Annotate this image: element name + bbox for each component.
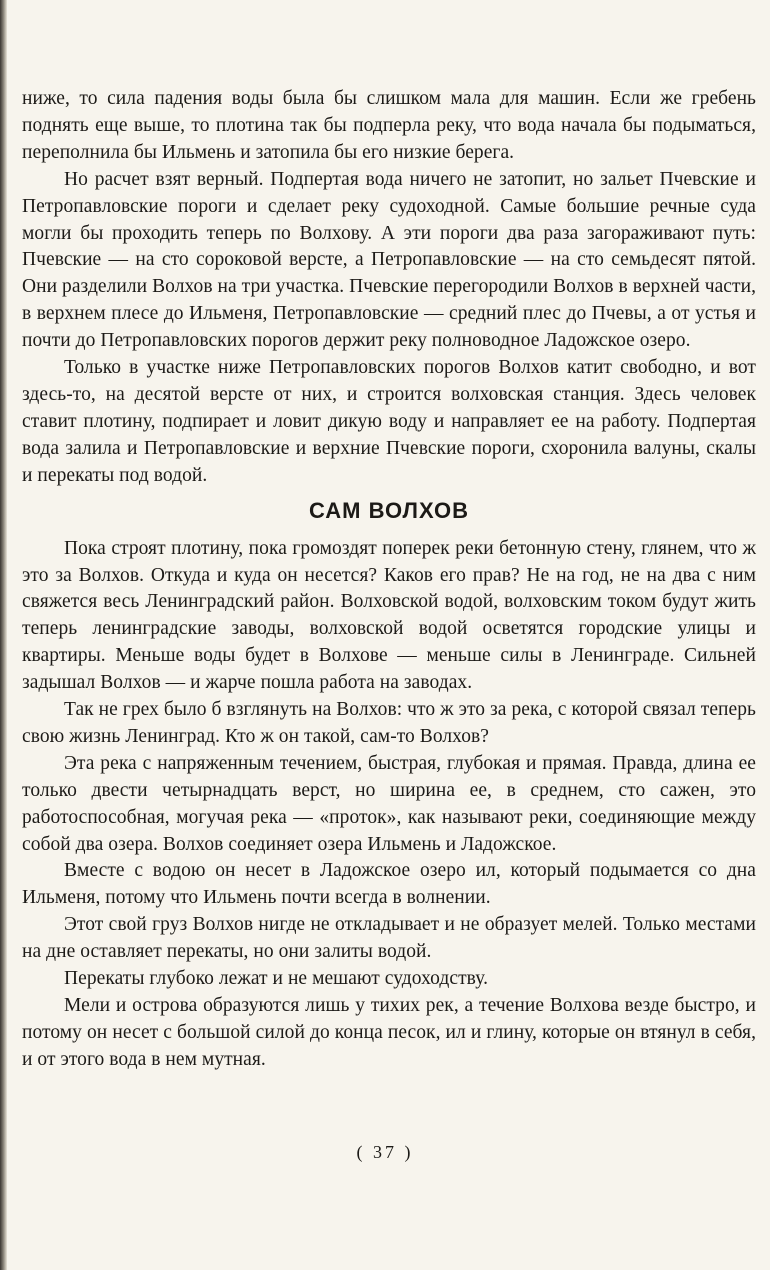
paragraph: ниже, то сила падения воды была бы слишком мала для машин. Если же гребень поднять еще выше, то плотина так бы подперла реку, что вода начала бы подыматься, переполнила бы Ильмень и затопила бы его низкие берега. [22,88,756,163]
paragraph: Мели и острова образуются лишь у тихих рек, а течение Волхова везде быстро, и потому он несет с большой силой до конца песок, ил и глину, которые он втянул в себя, и от этого вода в нем мутная. [22,995,756,1070]
paragraph: Пока строят плотину, пока громоздят поперек реки бетонную стену, глянем, что ж это за Волхов. Откуда и куда он несется? Каков его прав? Не на год, не на два с ним свяжется весь Ленинградский район. Волховской водой, волховским током будут жить теперь ленинградские заводы, волховской водой осветятся городские улицы и квартиры. Меньше воды будет в Волхове — меньше силы в Ленинграде. Сильней задышал Волхов — и жарче пошла работа на заводах. [22,537,756,694]
page-spine-edge [0,0,7,1270]
section-heading: САМ ВОЛХОВ [308,497,470,523]
section-after-heading [22,536,756,1074]
paragraph: Только в участке ниже Петропавловских порогов Волхов катит свободно, и вот здесь-то, на десятой версте от них, и строится волховская станция. Здесь человек ставит плотину, подпирает и ловит дикую воду и направляет ее на работу. Подпертая вода залила и Петропавловские и верхние Пчевские пороги, схоронила валуны, скалы и перекаты под водой. [22,357,756,486]
page-number: ( 37 ) [356,1142,414,1162]
paragraph: Эта река с напряженным течением, быстрая, глубокая и прямая. Правда, длина ее только двести четырнадцать верст, но ширина ее, в среднем, сто сажен, это работоспособная, могучая река — «проток», как называют реки, соединяющие между собой два озера. Волхов соединяет озера Ильмень и Ладожское. [22,752,756,855]
paragraph: Но расчет взят верный. Подпертая вода ничего не затопит, но зальет Пчевские и Петропавловские пороги и сделает реку судоходной. Самые большие речные суда могли бы проходить теперь по Волхову. А эти пороги два раза загораживают путь: Пчевские — на сто сороковой версте, а Петропавловские — на сто семьдесят пятой. Они разделили Волхов на три участка. Пчевские перегородили Волхов в верхней части, в верхнем плесе до Ильменя, Петропавловские — средний плес до Пчевы, а от устья и почти до Петропавловских порогов держит реку полноводное Ладожское озеро. [22,168,756,352]
section-before-heading [22,86,756,490]
page-text [22,86,756,1074]
paragraph: Этот свой груз Волхов нигде не откладывает и не образует мелей. Только местами на дне оставляет перекаты, но они залиты водой. [22,914,756,963]
paragraph: Перекаты глубоко лежат и не мешают судоходству. [64,968,488,990]
paragraph: Так не грех было б взглянуть на Волхов: что ж это за река, с которой связал теперь свою жизнь Ленинград. Кто ж он такой, сам-то Волхов? [22,699,756,747]
paragraph: Вместе с водою он несет в Ладожское озеро ил, который подымается со дна Ильменя, потому что Ильмень почти всегда в волнении. [22,860,756,909]
